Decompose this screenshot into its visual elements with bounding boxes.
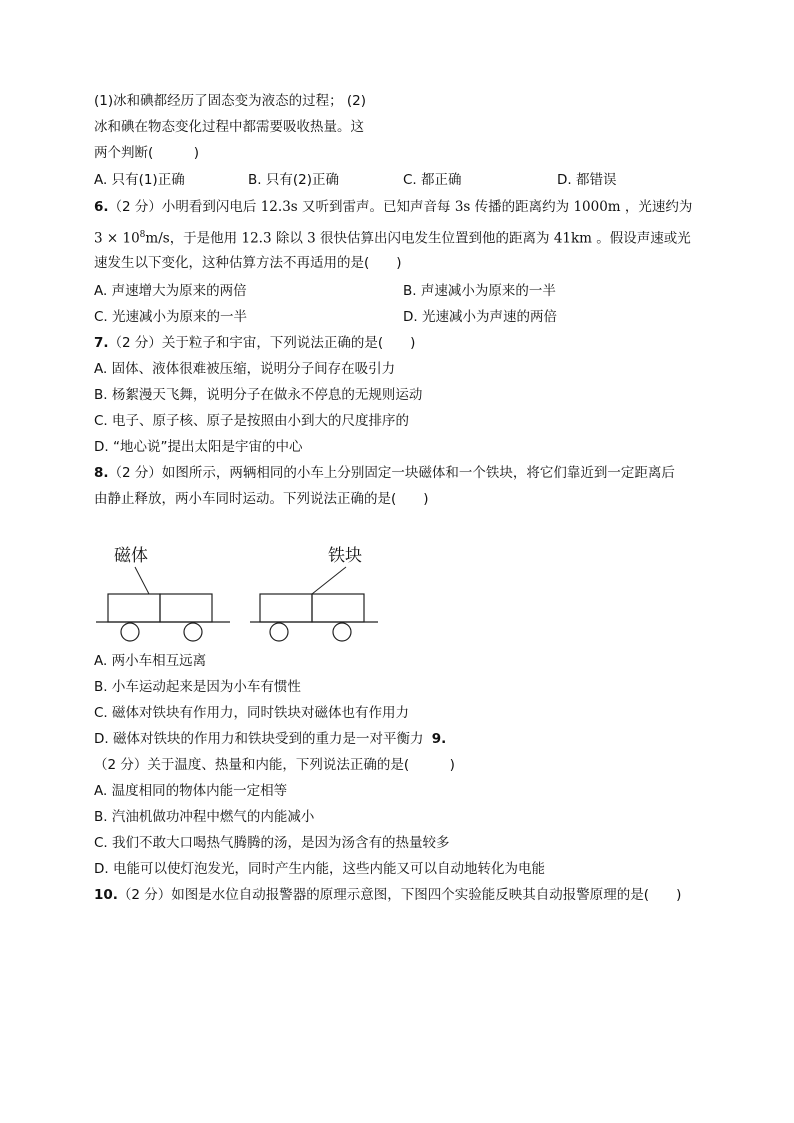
q9-option-b: B. 汽油机做功冲程中燃气的内能减小 [94, 809, 315, 825]
q10-text: （2 分）如图是水位自动报警器的原理示意图，下图四个实验能反映其自动报警原理的是( ) [117, 887, 682, 903]
q10-stem [94, 886, 681, 904]
q5-line-3: 两个判断( ) [94, 145, 200, 161]
q6-text: 小明看到闪电后 [161, 199, 261, 215]
q6-text: ，于是他用 [169, 230, 242, 247]
q8-number: 8. [94, 465, 109, 481]
q8-option-c: C. 磁体对铁块有作用力，同时铁块对磁体也有作用力 [94, 705, 410, 721]
left-cart-body [160, 594, 212, 622]
q8-option-d: D. 磁体对铁块的作用力和铁块受到的重力是一对平衡力 [94, 731, 424, 747]
right-cart-wheel-2 [333, 623, 351, 641]
q5-option-d: D. 都错误 [557, 172, 617, 188]
right-cart-body [312, 594, 364, 622]
q6-value-light-exponent: 8 [139, 230, 146, 240]
q8-option-a: A. 两小车相互远离 [94, 653, 207, 669]
q6-value-light-unit: m/s [145, 230, 170, 247]
q6-score: （2 分） [108, 199, 162, 215]
q6-line-1 [94, 198, 692, 216]
q10-number: 10. [94, 887, 118, 903]
q6-value-3s: 3s [454, 199, 471, 215]
q5-line-1: (1)冰和碘都经历了固态变为液态的过程； (2) [94, 93, 367, 109]
magnet-block [108, 594, 160, 622]
left-cart-wheel-1 [121, 623, 139, 641]
q9-option-c: C. 我们不敢大口喝热气腾腾的汤，是因为汤含有的热量较多 [94, 835, 450, 851]
q6-value-time: 12.3s [260, 199, 298, 215]
q6-option-d: D. 光速减小为声速的两倍 [403, 309, 557, 325]
iron-block [260, 594, 312, 622]
q5-option-a: A. 只有(1)正确 [94, 172, 185, 188]
q6-option-b: B. 声速减小为原来的一半 [403, 283, 556, 299]
q6-option-a: A. 声速增大为原来的两倍 [94, 283, 247, 299]
q6-text: 很快估算出闪电发生位置到他的距离为 [315, 230, 554, 247]
right-cart [260, 594, 364, 641]
q7-option-d: D. “地心说”提出太阳是宇宙的中心 [94, 439, 303, 455]
q5-option-b: B. 只有(2)正确 [248, 172, 339, 188]
q6-text: ，光速约为 [620, 199, 693, 215]
left-cart-wheel-2 [184, 623, 202, 641]
q9-option-d: D. 电能可以使灯泡发光，同时产生内能，这些内能又可以自动地转化为电能 [94, 861, 545, 877]
q8-stem-line-1 [94, 464, 675, 482]
q8-text: （2 分）如图所示，两辆相同的小车上分别固定一块磁体和一个铁块，将它们靠近到一定距离后 [108, 465, 675, 481]
q6-line-3: 速发生以下变化，这种估算方法不再适用的是( ) [94, 255, 402, 271]
q6-value-distance: 1000m [573, 199, 621, 215]
right-cart-wheel-1 [270, 623, 288, 641]
q6-line-2 [94, 226, 691, 248]
magnet-label: 磁体 [114, 546, 148, 566]
q6-value-3: 3 [307, 230, 316, 247]
q8-option-d-line [94, 730, 446, 748]
left-cart [108, 594, 212, 641]
q6-text: 。假设声速或光 [592, 230, 691, 247]
q5-option-c: C. 都正确 [403, 172, 462, 188]
q7-option-c: C. 电子、原子核、原子是按照由小到大的尺度排序的 [94, 413, 410, 429]
q9-stem: （2 分）关于温度、热量和内能，下列说法正确的是( ) [94, 757, 455, 773]
q6-option-c: C. 光速减小为原来的一半 [94, 309, 248, 325]
q6-value-12-3: 12.3 [241, 230, 272, 247]
magnet-pointer-line [135, 567, 149, 594]
iron-block-label: 铁块 [328, 546, 362, 566]
q7-stem [94, 334, 415, 352]
q6-number: 6. [94, 199, 109, 215]
q5-line-2: 冰和碘在物态变化过程中都需要吸收热量。这 [94, 119, 364, 135]
q6-value-light-base: 3 × 10 [94, 230, 140, 247]
q7-option-b: B. 杨絮漫天飞舞，说明分子在做永不停息的无规则运动 [94, 387, 423, 403]
iron-pointer-line [312, 567, 346, 594]
q9-option-a: A. 温度相同的物体内能一定相等 [94, 783, 288, 799]
q7-text: （2 分）关于粒子和宇宙，下列说法正确的是( ) [108, 335, 416, 351]
q6-text: 除以 [271, 230, 308, 247]
q6-text: 又听到雷声。已知声音每 [297, 199, 455, 215]
q9-number: 9. [431, 731, 447, 747]
q8-stem-line-2: 由静止释放，两小车同时运动。下列说法正确的是( ) [94, 491, 429, 507]
q6-value-km: 41km [553, 230, 592, 247]
q7-number: 7. [94, 335, 109, 351]
carts-figure [94, 540, 384, 645]
q7-option-a: A. 固体、液体很难被压缩，说明分子间存在吸引力 [94, 361, 396, 377]
q6-text: 传播的距离约为 [470, 199, 574, 215]
q8-option-b: B. 小车运动起来是因为小车有惯性 [94, 679, 301, 695]
